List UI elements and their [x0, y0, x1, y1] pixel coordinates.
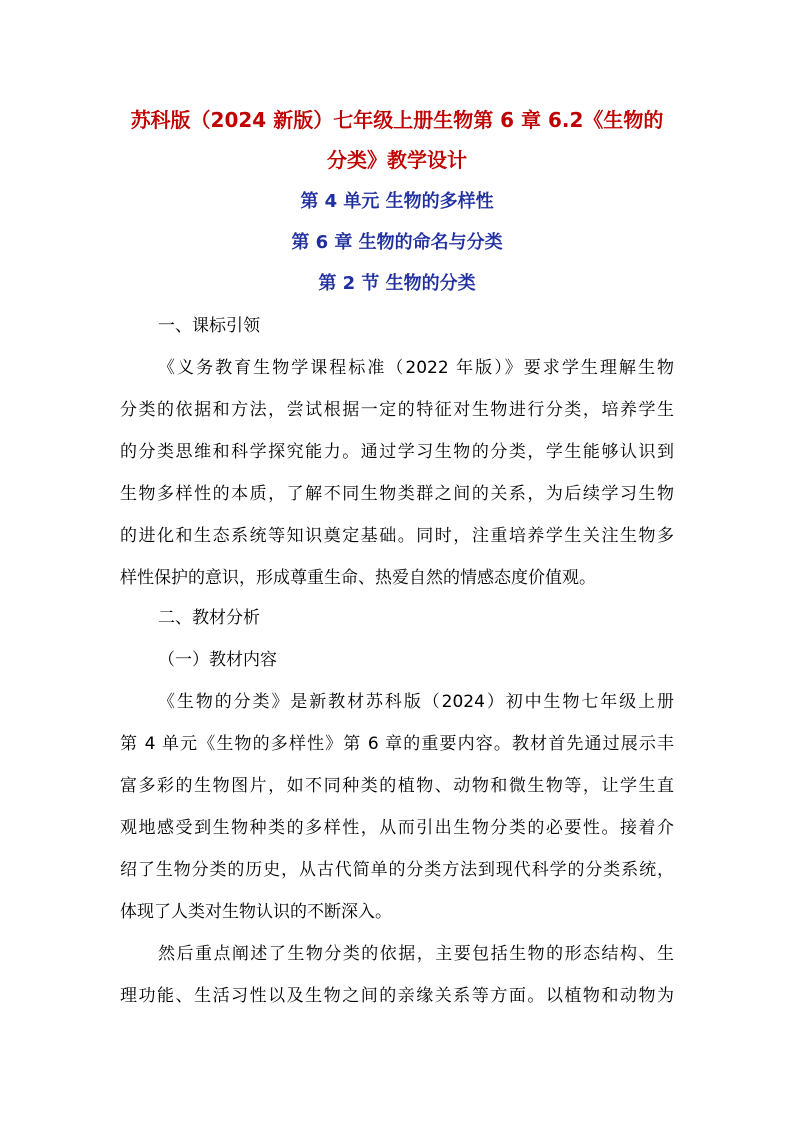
- heading-curriculum-guidance: 一、课标引领: [158, 316, 260, 336]
- paragraph-line: 《生物的分类》是新教材苏科版（2024）初中生物七年级上册: [158, 692, 674, 712]
- heading-textbook-content: （一）教材内容: [158, 650, 277, 670]
- section-heading: 第 2 节 生物的分类: [318, 273, 476, 294]
- paragraph-line: 分类的依据和方法，尝试根据一定的特征对生物进行分类，培养学生: [120, 400, 674, 420]
- unit-heading: 第 4 单元 生物的多样性: [300, 191, 494, 212]
- paragraph-line: 富多彩的生物图片，如不同种类的植物、动物和微生物等，让学生直: [120, 776, 674, 796]
- paragraph-line: 的进化和生态系统等知识奠定基础。同时，注重培养学生关注生物多: [120, 526, 674, 546]
- paragraph-line: 样性保护的意识，形成尊重生命、热爱自然的情感态度价值观。: [120, 568, 596, 588]
- paragraph-line: 观地感受到生物种类的多样性，从而引出生物分类的必要性。接着介: [120, 818, 674, 838]
- paragraph-line: 《义务教育生物学课程标准（2022 年版）》要求学生理解生物: [158, 358, 674, 378]
- document-title-line-2: 分类》教学设计: [327, 148, 467, 172]
- paragraph-line: 第 4 单元《生物的多样性》第 6 章的重要内容。教材首先通过展示丰: [120, 734, 674, 754]
- chapter-heading: 第 6 章 生物的命名与分类: [291, 232, 503, 253]
- paragraph-line: 的分类思维和科学探究能力。通过学习生物的分类，学生能够认识到: [120, 442, 674, 462]
- paragraph-line: 绍了生物分类的历史，从古代简单的分类方法到现代科学的分类系统，: [120, 860, 674, 880]
- paragraph-line: 生物多样性的本质，了解不同生物类群之间的关系，为后续学习生物: [120, 484, 674, 504]
- document-title-line-1: 苏科版（2024 新版）七年级上册生物第 6 章 6.2《生物的: [130, 108, 664, 132]
- paragraph-line: 体现了人类对生物认识的不断深入。: [120, 902, 392, 922]
- heading-textbook-analysis: 二、教材分析: [158, 608, 260, 628]
- paragraph-line: 理功能、生活习性以及生物之间的亲缘关系等方面。以植物和动物为: [120, 986, 674, 1006]
- paragraph-line: 然后重点阐述了生物分类的依据，主要包括生物的形态结构、生: [158, 944, 674, 964]
